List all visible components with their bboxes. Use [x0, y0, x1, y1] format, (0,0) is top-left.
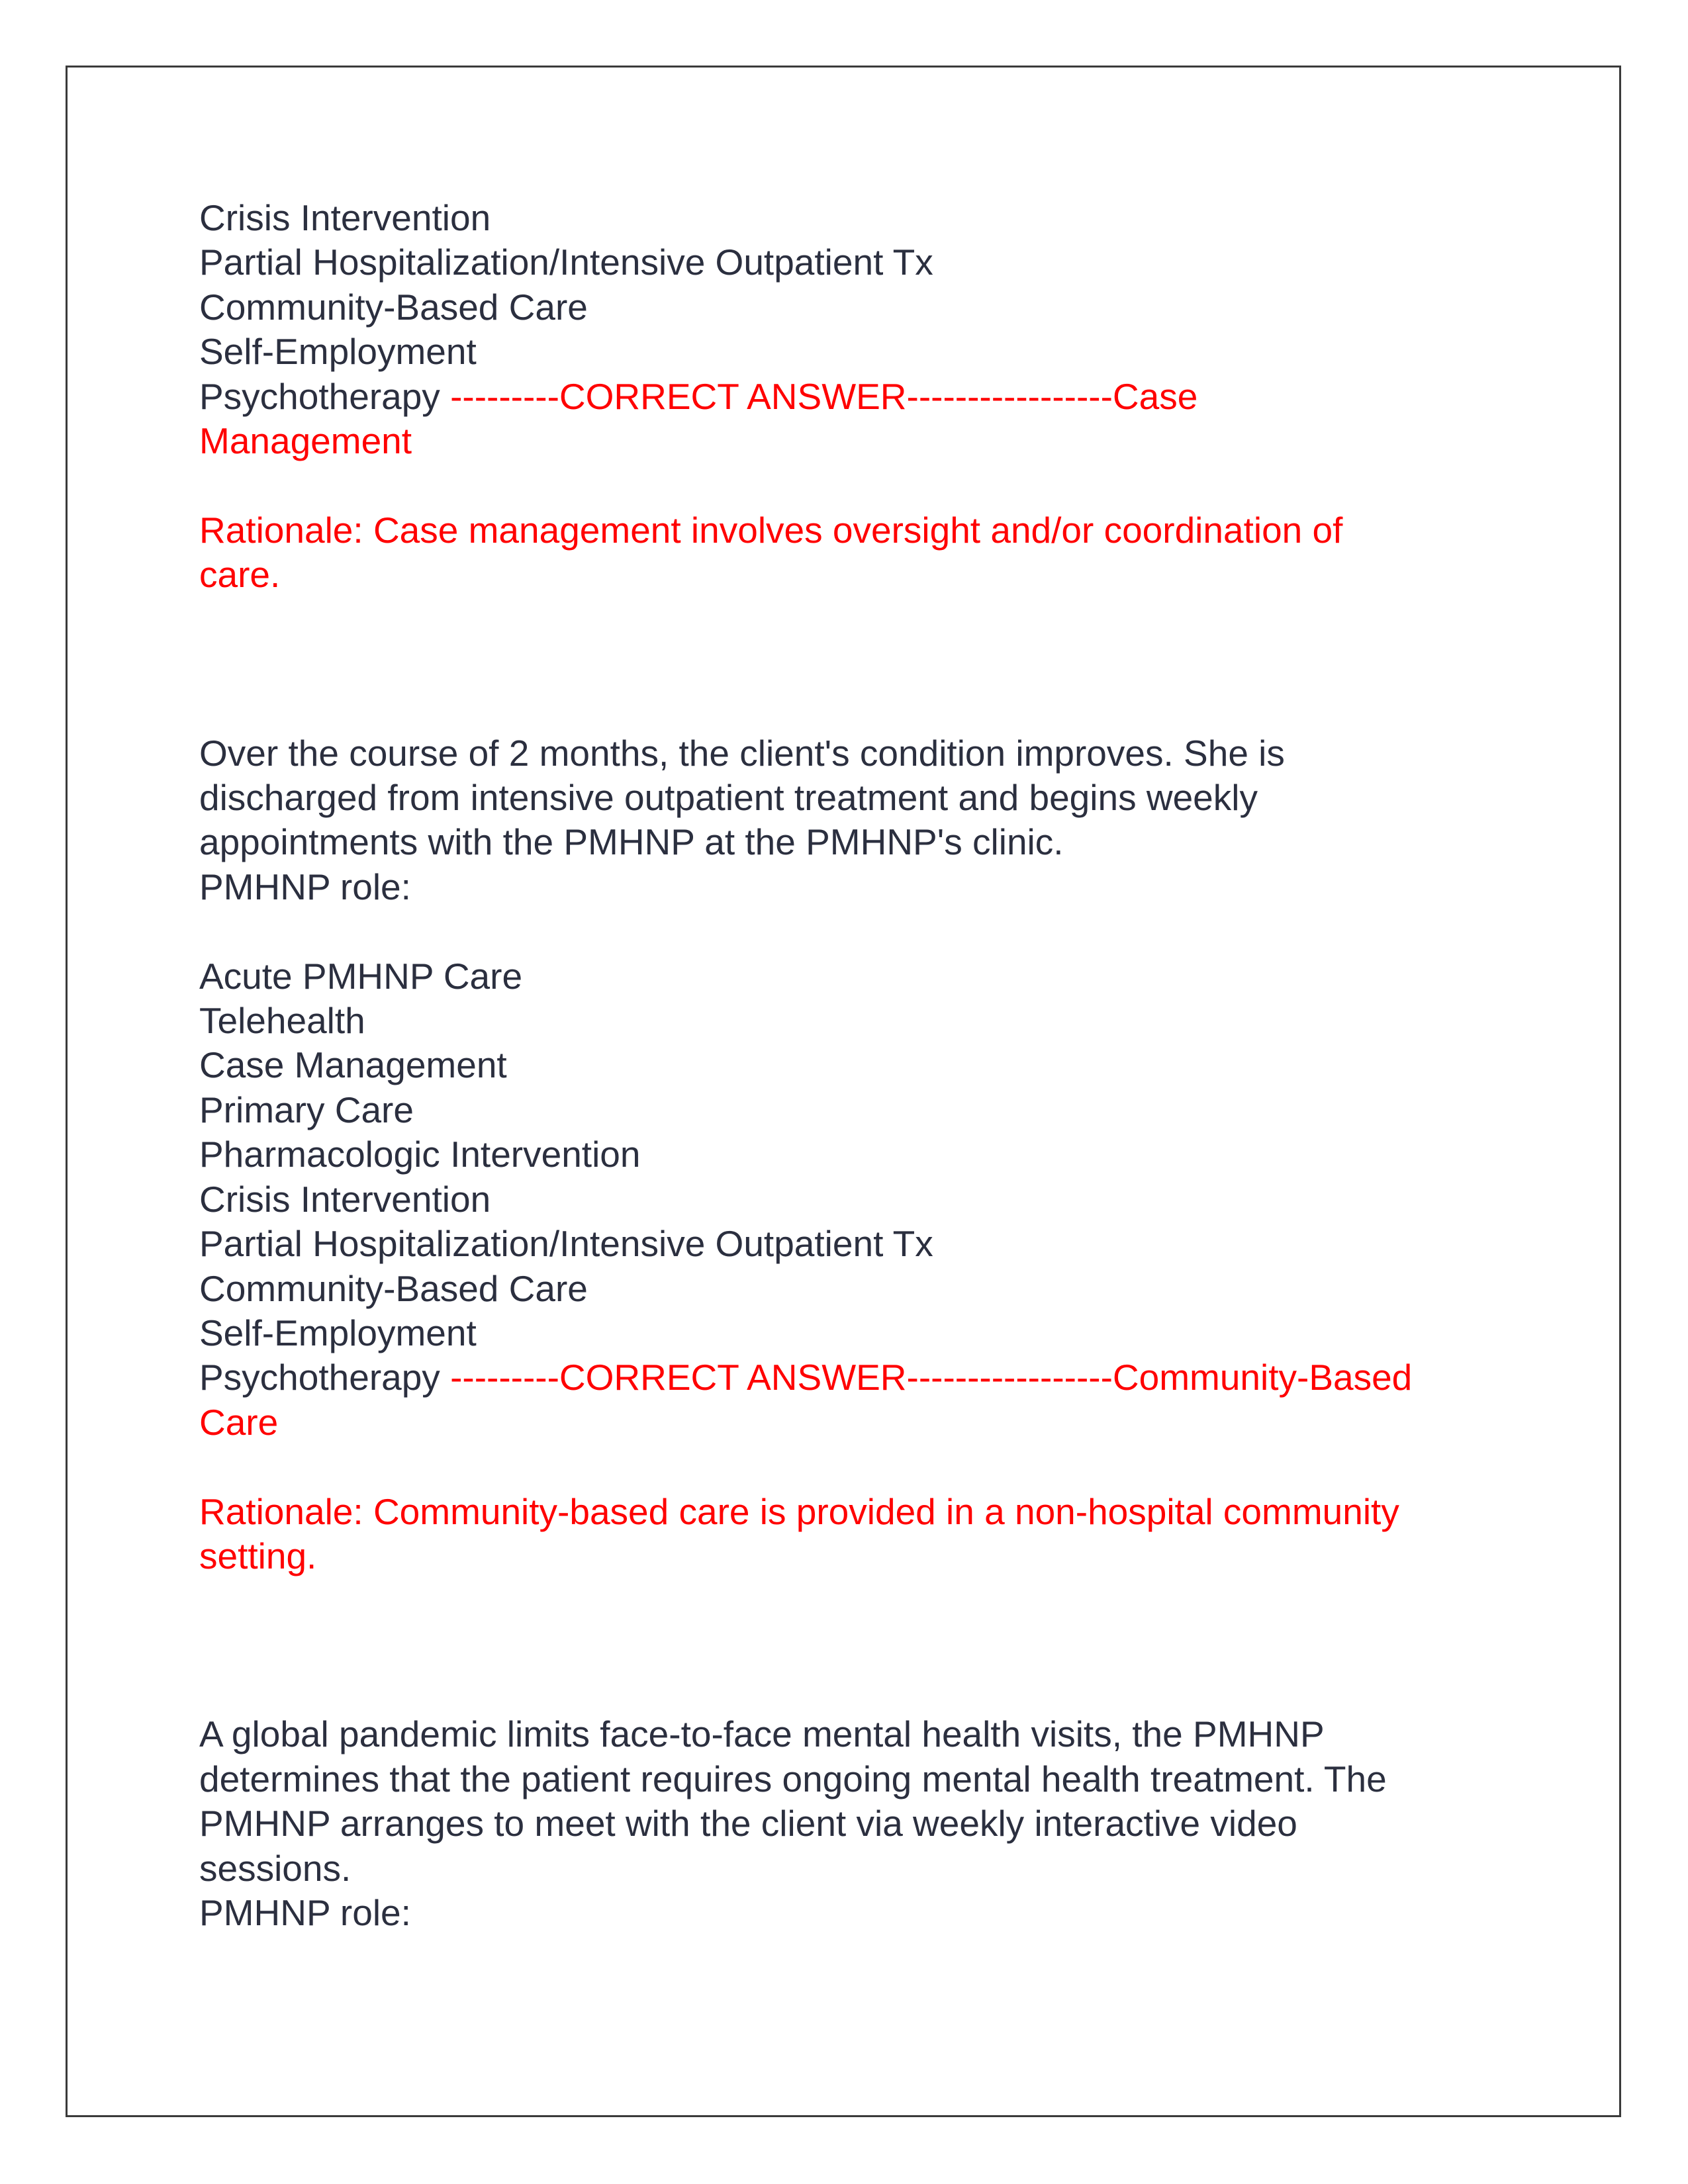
answer-option: Self-Employment [199, 1312, 477, 1353]
answer-option: Psychotherapy [199, 375, 440, 417]
answer-option: Primary Care [199, 1089, 414, 1130]
question-block-1 [199, 196, 1510, 598]
answer-option: Partial Hospitalization/Intensive Outpatient Tx [199, 242, 933, 283]
answer-option: Acute PMHNP Care [199, 955, 523, 997]
answer-option-with-correct-answer [199, 375, 1510, 419]
rationale: Rationale: Case management involves oversight and/or coordination of [199, 509, 1343, 551]
question-text: discharged from intensive outpatient treatment and begins weekly [199, 777, 1258, 819]
answer-option: Case Management [199, 1044, 507, 1086]
question-block-3 [199, 1712, 1510, 1935]
question-block-2 [199, 731, 1510, 1579]
question-prompt: PMHNP role: [199, 1891, 411, 1933]
question-text: appointments with the PMHNP at the PMHNP's clinic. [199, 821, 1064, 863]
answer-option: Community-Based Care [199, 1267, 588, 1309]
question-text: sessions. [199, 1847, 352, 1889]
answer-option: Community-Based Care [199, 286, 588, 328]
answer-option: Psychotherapy [199, 1357, 440, 1398]
answer-option: Partial Hospitalization/Intensive Outpatient Tx [199, 1223, 933, 1265]
rationale: Rationale: Community-based care is provided in a non-hospital community [199, 1490, 1399, 1532]
answer-option: Pharmacologic Intervention [199, 1134, 641, 1175]
correct-answer-continuation: Management [199, 420, 412, 462]
rationale-continuation: setting. [199, 1535, 317, 1576]
answer-option: Self-Employment [199, 331, 477, 373]
question-text: Over the course of 2 months, the client's condition improves. She is [199, 732, 1285, 774]
question-text: A global pandemic limits face-to-face mental health visits, the PMHNP [199, 1713, 1325, 1755]
correct-answer-continuation: Care [199, 1401, 279, 1443]
answer-option: Telehealth [199, 1000, 365, 1042]
correct-answer-marker: ---------CORRECT ANSWER-----------------Community-Based [450, 1357, 1413, 1398]
rationale-continuation: care. [199, 554, 281, 596]
correct-answer-marker: ---------CORRECT ANSWER-----------------Case [450, 375, 1198, 417]
question-prompt: PMHNP role: [199, 866, 411, 907]
answer-option: Crisis Intervention [199, 1178, 491, 1220]
answer-option-with-correct-answer [199, 1355, 1510, 1400]
question-text: PMHNP arranges to meet with the client via weekly interactive video [199, 1803, 1297, 1844]
question-text: determines that the patient requires ongoing mental health treatment. The [199, 1758, 1387, 1799]
answer-option: Crisis Intervention [199, 197, 491, 238]
document-body [199, 196, 1510, 1935]
